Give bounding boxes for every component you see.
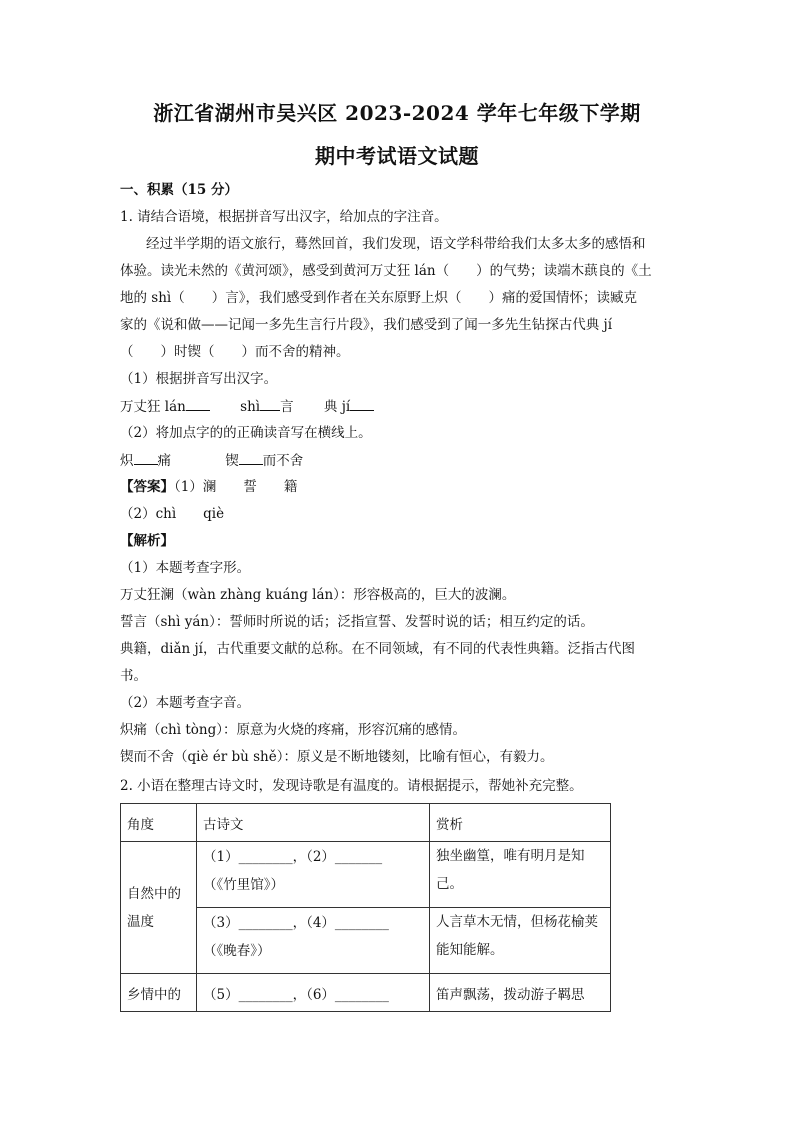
poem-cell-1 <box>197 842 430 908</box>
category-nature: 自然中的温度 <box>121 842 197 974</box>
analysis-line-7: 炽痛（chì tòng）：原意为火烧的疼痛，形容沉痛的感情。 <box>120 722 467 738</box>
fill-label-qie: 锲 <box>225 453 239 469</box>
fill-label-lan: 万丈狂 lán <box>120 399 186 415</box>
fill-line-1 <box>120 397 374 416</box>
section-heading: 一、积累（15 分） <box>120 182 238 198</box>
fill-label-yan: 言 <box>280 399 294 415</box>
poem-cell-2 <box>197 908 430 974</box>
passage-line-2: 体验。读光未然的《黄河颂》，感受到黄河万丈狂 lán（ ）的气势；读端木蕻良的《土 <box>120 263 652 279</box>
poem-table <box>120 803 611 1012</box>
fill-label-tong: 痛 <box>157 453 171 469</box>
question-1-stem: 1. 请结合语境，根据拼音写出汉字，给加点的字注音。 <box>120 209 448 225</box>
passage-line-5: （ ）时锲（ ）而不舍的精神。 <box>120 344 350 360</box>
answer-1: （1）澜 誓 籍 <box>174 479 298 495</box>
analysis-line-4: 典籍，diǎn jí，古代重要文献的总称。在不同领域，有不同的代表性典籍。泛指古代图 <box>120 641 635 657</box>
analysis-line-2: 万丈狂澜（wàn zhàng kuáng lán）：形容极高的，巨大的波澜。 <box>120 587 516 603</box>
sub-question-1: （1）根据拼音写出汉字。 <box>120 371 278 387</box>
passage-line-4: 家的《说和做——记闻一多先生言行片段》，我们感受到了闻一多先生钻探古代典 jí <box>120 317 613 333</box>
sub-question-2: （2）将加点字的的正确读音写在横线上。 <box>120 425 372 441</box>
answer-line-1 <box>120 478 297 496</box>
fill-label-ji: 典 jí <box>323 399 351 415</box>
analysis-label: 【解析】 <box>120 533 174 549</box>
analysis-line-1: （1）本题考查字形。 <box>120 560 251 576</box>
category-hometown: 乡情中的 <box>121 974 197 1012</box>
header-appreciation: 赏析 <box>430 804 611 842</box>
poem-source-1: （《竹里馆》） <box>203 877 284 893</box>
appreciation-cell-1: 独坐幽篁，唯有明月是知己。 <box>430 842 611 908</box>
blank-chi <box>134 451 158 465</box>
poem-blanks-3-4: （3）________，（4）________ <box>203 915 389 931</box>
fill-label-chi: 炽 <box>120 453 134 469</box>
appreciation-cell-2: 人言草木无情，但杨花榆荚能知能解。 <box>430 908 611 974</box>
appreciation-cell-3: 笛声飘荡，拨动游子羁思 <box>430 974 611 1012</box>
passage-line-3: 地的 shì（ ）言》，我们感受到作者在关东原野上炽（ ）痛的爱国情怀；读臧克 <box>120 290 637 306</box>
blank-ji <box>350 397 374 411</box>
poem-blanks-1-2: （1）________，（2）_______ <box>203 849 383 865</box>
analysis-line-8: 锲而不舍（qiè ér bù shě）：原义是不断地镂刻，比喻有恒心，有毅力。 <box>120 749 554 765</box>
analysis-line-6: （2）本题考查字音。 <box>120 695 251 711</box>
answer-2: （2）chì qiè <box>120 506 225 522</box>
blank-qie <box>239 451 263 465</box>
answer-label: 【答案】 <box>120 479 174 495</box>
analysis-line-5: 书。 <box>120 668 147 684</box>
blank-lan <box>186 397 210 411</box>
fill-line-2 <box>120 451 303 470</box>
fill-label-ebushe: 而不舍 <box>262 453 304 469</box>
page-title: 浙江省湖州市吴兴区 2023-2024 学年七年级下学期 <box>153 101 641 125</box>
poem-blanks-5-6: （5）________，（6）________ <box>197 974 430 1012</box>
page-subtitle: 期中考试语文试题 <box>315 144 479 168</box>
header-angle: 角度 <box>121 804 197 842</box>
analysis-line-3: 誓言（shì yán）：誓师时所说的话；泛指宣誓、发誓时说的话；相互约定的话。 <box>120 614 594 630</box>
poem-source-2: （《晚春》） <box>203 943 271 959</box>
fill-label-shi: shì <box>240 399 261 415</box>
passage-line-1: 经过半学期的语文旅行，蓦然回首，我们发现，语文学科带给我们太多太多的感悟和 <box>146 236 646 252</box>
header-poem: 古诗文 <box>197 804 430 842</box>
blank-shi <box>260 397 280 411</box>
question-2-stem: 2. 小语在整理古诗文时，发现诗歌是有温度的。请根据提示，帮她补充完整。 <box>120 778 583 794</box>
